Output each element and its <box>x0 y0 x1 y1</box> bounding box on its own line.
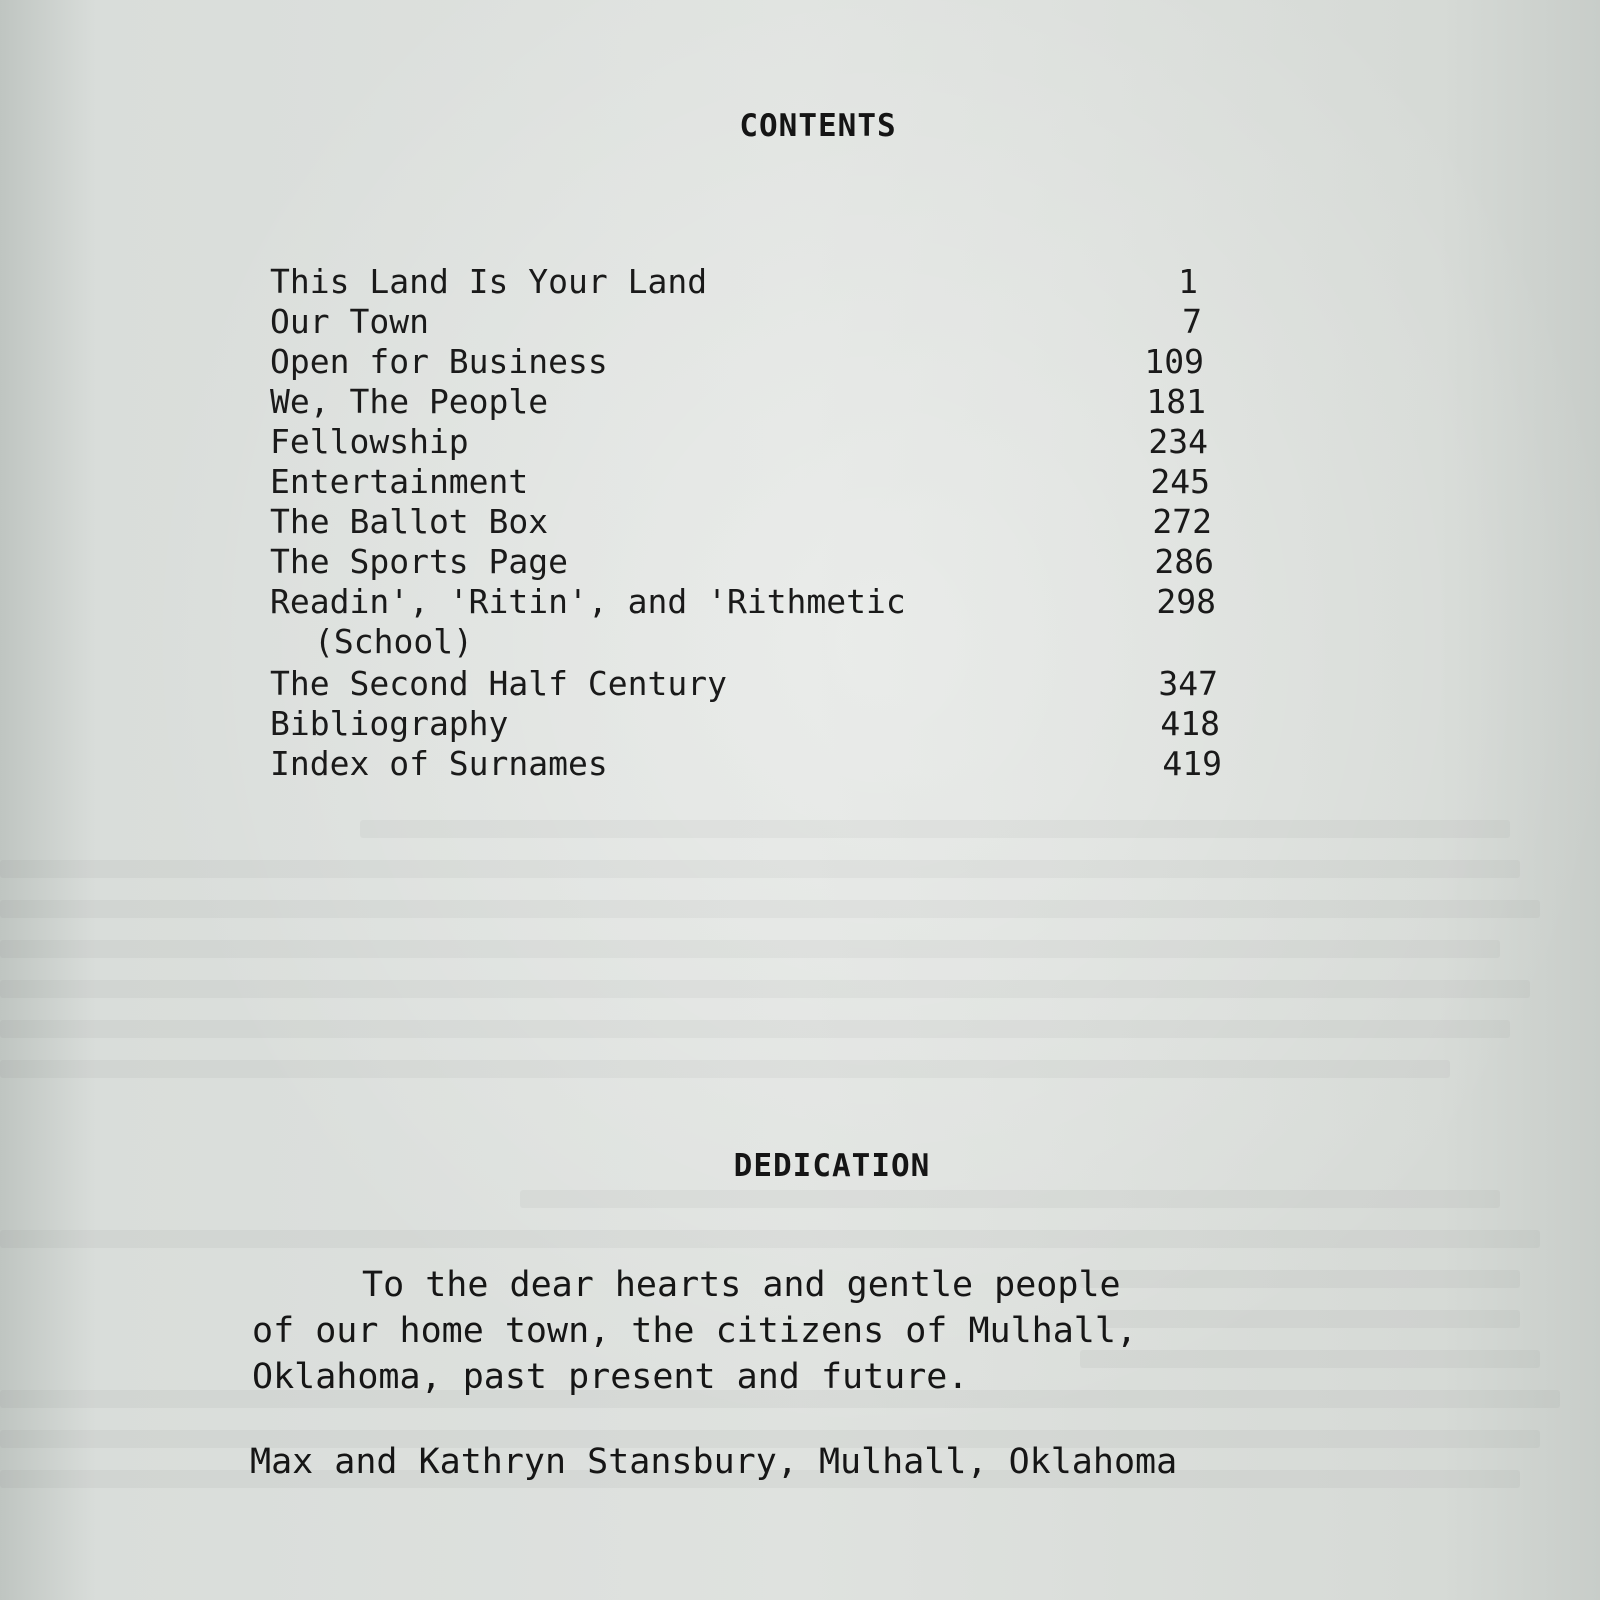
toc-entry <box>270 262 1230 302</box>
contents-heading: CONTENTS <box>739 108 897 144</box>
toc-entry-page: 286 <box>1154 542 1214 581</box>
toc-entry-title: Bibliography <box>270 704 509 743</box>
dedication-line: of our home town, the citizens of Mulhall, <box>252 1311 1138 1351</box>
toc-entry-page: 234 <box>1148 422 1208 461</box>
toc-entry-page: 1 <box>1178 262 1198 301</box>
toc-entry-page: 298 <box>1156 582 1216 621</box>
toc-entry-title: The Ballot Box <box>270 502 549 541</box>
toc-entry-page: 272 <box>1152 502 1212 541</box>
toc-entry-title: Entertainment <box>270 462 529 501</box>
toc-entry-title-line: Readin', 'Ritin', and 'Rithmetic <box>270 582 906 621</box>
toc-entry-page: 347 <box>1158 664 1218 703</box>
toc-entry-title <box>270 582 906 662</box>
bleed-through-texture <box>0 820 1600 1100</box>
toc-entry <box>270 462 1230 502</box>
toc-entry-title: The Second Half Century <box>270 664 727 703</box>
toc-entry-title: We, The People <box>270 382 549 421</box>
toc-entry <box>270 582 1230 664</box>
toc-entry-title: This Land Is Your Land <box>270 262 708 301</box>
toc-entry <box>270 664 1230 704</box>
toc-entry <box>270 704 1230 744</box>
toc-entry <box>270 382 1230 422</box>
toc-entry-title: Fellowship <box>270 422 469 461</box>
toc-entry-title: Our Town <box>270 302 429 341</box>
dedication-line: Oklahoma, past present and future. <box>252 1357 969 1397</box>
toc-entry-page: 7 <box>1182 302 1202 341</box>
toc-entry-title: The Sports Page <box>270 542 569 581</box>
toc-entry <box>270 542 1230 582</box>
dedication-text <box>252 1262 1252 1400</box>
toc-entry-title-continuation: (School) <box>314 622 473 661</box>
toc-entry <box>270 302 1230 342</box>
toc-entry <box>270 744 1230 784</box>
toc-entry <box>270 502 1230 542</box>
toc-entry-page: 181 <box>1146 382 1206 421</box>
toc-entry-page: 419 <box>1162 744 1222 783</box>
toc-entry-page: 418 <box>1160 704 1220 743</box>
toc-entry-title: Index of Surnames <box>270 744 608 783</box>
toc-entry-title: Open for Business <box>270 342 608 381</box>
dedication-line: To the dear hearts and gentle people <box>362 1265 1121 1305</box>
toc-entry-page: 109 <box>1144 342 1204 381</box>
dedication-signature: Max and Kathryn Stansbury, Mulhall, Oklahoma <box>250 1442 1178 1482</box>
toc-entry <box>270 342 1230 382</box>
toc-entry <box>270 422 1230 462</box>
table-of-contents <box>270 262 1230 784</box>
toc-entry-page: 245 <box>1150 462 1210 501</box>
dedication-heading: DEDICATION <box>733 1148 931 1184</box>
